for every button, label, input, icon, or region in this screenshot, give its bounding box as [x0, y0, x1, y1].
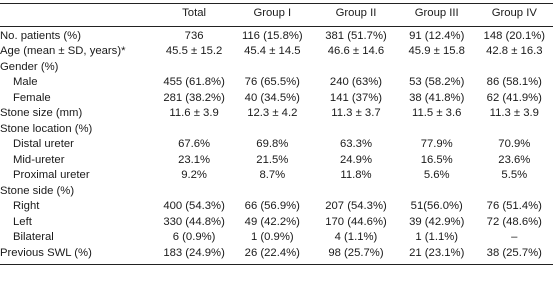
- row-label: Mid-ureter: [13, 153, 65, 166]
- row-label: Gender (%): [0, 60, 59, 73]
- cell-group-2: 11.3 ± 3.7: [331, 107, 381, 119]
- table-row: [0, 122, 553, 138]
- row-label: Age (mean ± SD, years)*: [0, 45, 126, 57]
- cell-group-1: 45.4 ± 14.5: [244, 45, 301, 57]
- cell-group-2: 24.9%: [339, 153, 372, 166]
- cell-group-1: 21.5%: [256, 153, 289, 166]
- row-label: Distal ureter: [13, 138, 74, 150]
- cell-group-1: 76 (65.5%): [244, 76, 300, 88]
- table-body: [0, 26, 553, 265]
- header-cell-group-4: Group IV: [476, 4, 553, 27]
- cell-group-4: 42.8 ± 16.3: [486, 45, 543, 57]
- cell-group-1: 69.8%: [256, 138, 289, 150]
- cell-total: 11.6 ± 3.9: [169, 107, 219, 119]
- cell-group-2: 4 (1.1%): [334, 231, 378, 243]
- cell-total: 23.1%: [178, 153, 211, 166]
- cell-group-4: –: [511, 231, 518, 243]
- cell-total: [158, 122, 231, 138]
- cell-group-2: [314, 184, 398, 200]
- cell-group-3: 11.5 ± 3.6: [412, 107, 462, 119]
- cell-group-3: 51(56.0%): [410, 200, 463, 212]
- cell-group-1: 49 (42.2%): [244, 215, 300, 228]
- cell-group-2: 141 (37%): [329, 91, 383, 104]
- cell-group-2: 98 (25.7%): [314, 246, 398, 265]
- table-row: [0, 91, 553, 107]
- cell-group-1: 8.7%: [259, 169, 286, 181]
- cell-group-1: [231, 184, 315, 200]
- row-label: Male: [13, 76, 38, 88]
- cell-total: 6 (0.9%): [172, 231, 216, 243]
- cell-group-2: [314, 122, 398, 138]
- cell-group-2: 46.6 ± 14.6: [327, 45, 385, 57]
- header-cell-group-1: Group I: [231, 4, 315, 27]
- table-row: [0, 75, 553, 91]
- cell-group-4: 11.3 ± 3.9: [489, 107, 539, 119]
- table-row: [0, 106, 553, 122]
- cell-total: 183 (24.9%): [158, 246, 231, 265]
- row-label: Proximal ureter: [13, 169, 90, 181]
- cell-group-3: [398, 122, 476, 138]
- patient-characteristics-table: [0, 3, 553, 265]
- cell-group-1: 116 (15.8%): [241, 29, 303, 42]
- cell-group-4: 148 (20.1%): [483, 29, 546, 42]
- cell-group-3: 16.5%: [420, 153, 453, 166]
- cell-group-4: [476, 60, 553, 76]
- cell-group-2: 11.8%: [340, 169, 372, 181]
- cell-group-4: 86 (58.1%): [486, 76, 542, 88]
- cell-group-2: 381 (51.7%): [325, 29, 387, 42]
- cell-group-1: [231, 60, 315, 76]
- header-cell-group-2: Group II: [314, 4, 398, 27]
- table-row: [0, 184, 553, 200]
- table-row: [0, 153, 553, 169]
- cell-group-3: 77.9%: [420, 138, 453, 150]
- row-label: Female: [13, 91, 51, 104]
- cell-total: [158, 184, 231, 200]
- cell-group-2: 63.3%: [339, 138, 372, 150]
- table-row: [0, 44, 553, 60]
- table-row: [0, 26, 553, 44]
- row-label: Bilateral: [13, 231, 54, 243]
- cell-group-3: [398, 184, 476, 200]
- table-header-row: [0, 4, 553, 27]
- header-cell-total: Total: [158, 4, 231, 27]
- cell-group-4: [476, 184, 553, 200]
- cell-group-2: 240 (63%): [329, 76, 383, 88]
- table-row: [0, 230, 553, 246]
- cell-group-4: 5.5%: [501, 169, 528, 181]
- cell-group-1: 26 (22.4%): [231, 246, 315, 265]
- cell-group-1: [231, 122, 315, 138]
- cell-group-3: 39 (42.9%): [409, 215, 465, 228]
- row-label: Stone location (%): [0, 122, 93, 135]
- row-label: Stone side (%): [0, 184, 75, 197]
- cell-group-2: [314, 60, 398, 76]
- cell-total: [158, 60, 231, 76]
- cell-total: 9.2%: [181, 169, 207, 181]
- cell-total: 455 (61.8%): [163, 76, 225, 88]
- cell-group-4: [476, 122, 553, 138]
- row-label: No. patients (%): [0, 29, 81, 42]
- cell-group-2: 170 (44.6%): [325, 215, 387, 228]
- cell-group-4: 23.6%: [498, 153, 531, 166]
- table-row: [0, 168, 553, 184]
- cell-group-2: 207 (54.3%): [325, 200, 387, 212]
- cell-group-3: 91 (12.4%): [409, 29, 465, 42]
- cell-group-3: 1 (1.1%): [415, 231, 459, 243]
- cell-total: 281 (38.2%): [163, 91, 225, 104]
- row-label: Stone size (mm): [0, 107, 83, 119]
- cell-total: 330 (44.8%): [163, 215, 225, 228]
- cell-total: 400 (54.3%): [163, 200, 225, 212]
- cell-group-3: 53 (58.2%): [409, 76, 465, 88]
- cell-group-4: 76 (51.4%): [486, 200, 542, 212]
- cell-group-1: 66 (56.9%): [244, 200, 300, 212]
- table-row: [0, 199, 553, 215]
- cell-group-1: 1 (0.9%): [250, 231, 294, 243]
- header-cell-group-3: Group III: [398, 4, 476, 27]
- cell-group-4: 38 (25.7%): [476, 246, 553, 265]
- table-row: [0, 137, 553, 153]
- table-row: [0, 215, 553, 231]
- table-row: [0, 246, 553, 265]
- row-label: Previous SWL (%): [0, 246, 158, 265]
- cell-group-1: 40 (34.5%): [244, 91, 300, 104]
- cell-group-3: 21 (23.1%): [398, 246, 476, 265]
- cell-group-4: 72 (48.6%): [486, 215, 542, 228]
- cell-group-3: 5.6%: [423, 169, 450, 181]
- row-label: Right: [13, 200, 40, 212]
- cell-group-1: 12.3 ± 4.2: [247, 107, 298, 119]
- cell-group-3: 38 (41.8%): [409, 91, 465, 104]
- cell-group-3: 45.9 ± 15.8: [408, 45, 465, 57]
- cell-group-4: 70.9%: [498, 138, 531, 150]
- header-cell-label: [0, 4, 158, 27]
- table-row: [0, 60, 553, 76]
- cell-total: 67.6%: [178, 138, 211, 150]
- cell-total: 45.5 ± 15.2: [165, 45, 223, 57]
- row-label: Left: [13, 215, 32, 228]
- cell-group-4: 62 (41.9%): [486, 91, 542, 104]
- cell-group-3: [398, 60, 476, 76]
- cell-total: 736: [184, 29, 204, 42]
